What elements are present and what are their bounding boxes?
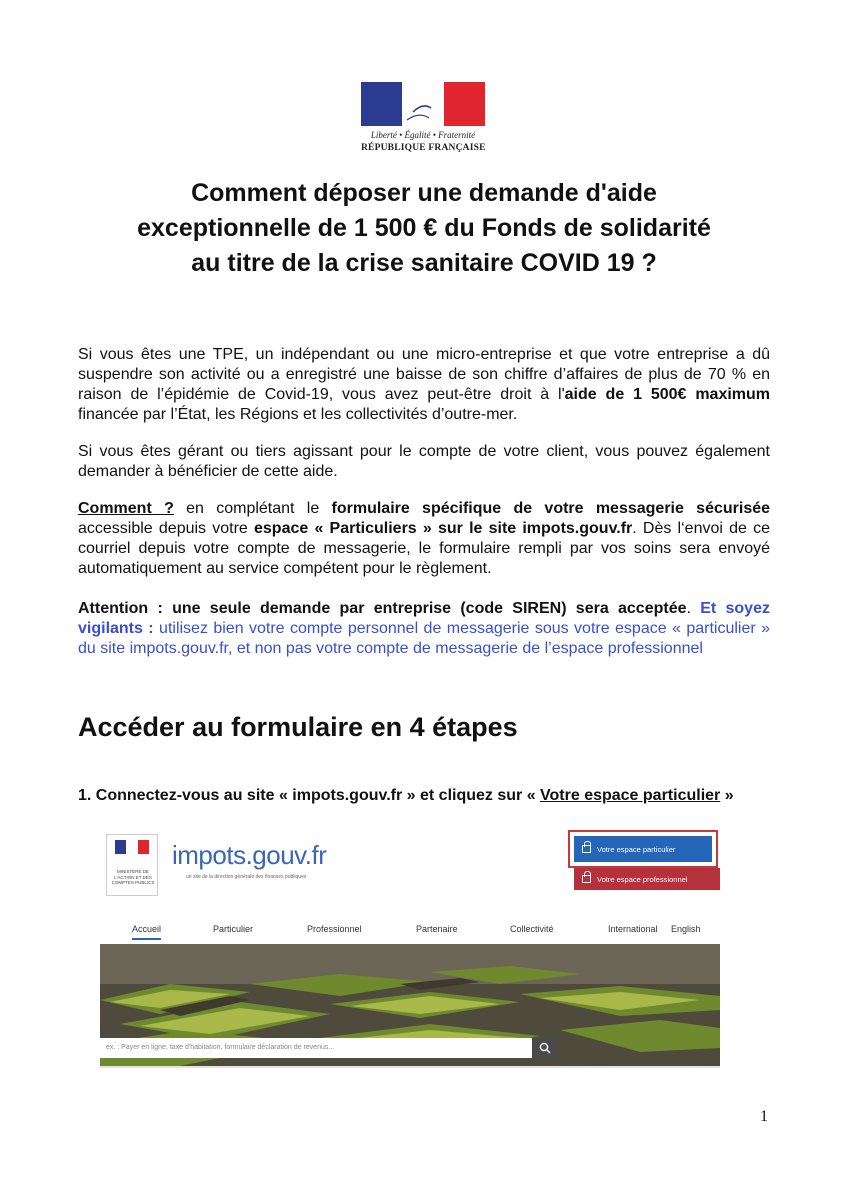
title-line-2: exceptionnelle de 1 500 € du Fonds de solidarité bbox=[137, 214, 711, 242]
search-icon bbox=[539, 1042, 551, 1054]
logo-name: RÉPUBLIQUE FRANÇAISE bbox=[361, 143, 486, 153]
comment-label: Comment ? bbox=[78, 500, 174, 517]
title-line-1: Comment déposer une demande d'aide bbox=[191, 179, 657, 207]
comment-bold-1: formulaire spécifique de votre messagerie sécurisée bbox=[331, 500, 771, 517]
step-1-link: Votre espace particulier bbox=[540, 787, 721, 804]
espace-particulier-label: Votre espace particulier bbox=[597, 844, 676, 854]
intro-paragraph bbox=[78, 345, 770, 425]
comment-text-2: accessible depuis votre bbox=[78, 520, 254, 537]
step-1 bbox=[78, 786, 770, 806]
ministry-caption: MINISTÈRE DE L'ACTION ET DES COMPTES PUBLICS bbox=[111, 869, 155, 885]
attention-dot: . bbox=[686, 600, 691, 617]
attention-paragraph bbox=[78, 599, 770, 659]
gerant-paragraph: Si vous êtes gérant ou tiers agissant pour le compte de votre client, vous pouvez également demander à bénéficier de cette aide. bbox=[78, 443, 770, 480]
nav-item-international[interactable]: International bbox=[608, 924, 658, 934]
intro-bold: aide de 1 500€ maximum bbox=[564, 386, 771, 403]
marianne-flag-icon bbox=[361, 82, 485, 126]
intro-text-end: financée par l’État, les Régions et les collectivités d’outre-mer. bbox=[78, 406, 518, 423]
search-input[interactable]: ex. : Payer en ligne, taxe d'habitation, formulaire déclaration de revenus... bbox=[100, 1038, 558, 1058]
step-1-text: 1. Connectez-vous au site « impots.gouv.fr » et cliquez sur « bbox=[78, 787, 541, 804]
site-nav bbox=[100, 918, 720, 944]
espace-particulier-button[interactable] bbox=[574, 836, 712, 862]
title-line-3: au titre de la crise sanitaire COVID 19 ? bbox=[191, 249, 657, 277]
comment-text-1: en complétant le bbox=[173, 500, 332, 517]
nav-item-accueil[interactable]: Accueil bbox=[132, 924, 161, 940]
republique-francaise-logo bbox=[361, 82, 485, 153]
nav-item-professionnel[interactable]: Professionnel bbox=[307, 924, 362, 934]
impots-site-screenshot bbox=[100, 826, 720, 1070]
nav-item-partenaire[interactable]: Partenaire bbox=[416, 924, 458, 934]
nav-item-particulier[interactable]: Particulier bbox=[213, 924, 254, 934]
mini-flag-icon bbox=[115, 840, 149, 854]
espace-professionnel-label: Votre espace professionnel bbox=[597, 874, 688, 884]
attention-bold: Attention : une seule demande par entreprise (code SIREN) sera acceptée bbox=[78, 600, 687, 617]
section-title: Accéder au formulaire en 4 étapes bbox=[78, 712, 518, 742]
lock-icon bbox=[582, 875, 591, 883]
vigilants-label: Et soyez vigilants : bbox=[78, 600, 770, 637]
page-number: 1 bbox=[760, 1108, 768, 1125]
nav-item-collectivite[interactable]: Collectivité bbox=[510, 924, 554, 934]
search-button[interactable] bbox=[532, 1038, 558, 1058]
lock-icon bbox=[582, 845, 591, 853]
intro-text: Si vous êtes une TPE, un indépendant ou une micro-entreprise et que votre entreprise a dû suspendre son activité ou a enregistré une baisse de son chiffre d’affaires de plus de 70 % en raison de l’épidémie de Covid-19, vous avez peut-être droit à l' bbox=[78, 346, 770, 403]
comment-bold-2: espace « Particuliers » sur le site impots.gouv.fr bbox=[254, 520, 633, 537]
screenshot-bottom-border bbox=[100, 1066, 720, 1068]
impots-brand-subtitle: un site de la direction générale des finances publiques bbox=[186, 874, 307, 880]
logo-motto: Liberté • Égalité • Fraternité bbox=[370, 130, 476, 140]
hero-garden-image bbox=[100, 944, 720, 1066]
vigilants-text: utilisez bien votre compte personnel de messagerie sous votre espace « particulier » du site impots.gouv.fr, et non pas votre compte de messagerie de l’espace professionnel bbox=[78, 620, 770, 657]
comment-paragraph bbox=[78, 499, 770, 579]
step-1-end: » bbox=[720, 787, 734, 804]
nav-item-english[interactable]: English bbox=[671, 924, 701, 934]
ministry-logo bbox=[106, 834, 158, 896]
espace-professionnel-button[interactable] bbox=[574, 868, 720, 890]
comment-text-3: . Dès l‘envoi de ce courriel depuis votre compte de messagerie, le formulaire rempli par vos soins sera envoyé automatiquement au service compétent pour le règlement. bbox=[78, 520, 770, 577]
page-title bbox=[60, 176, 788, 281]
impots-brand: impots.gouv.fr bbox=[172, 840, 327, 870]
